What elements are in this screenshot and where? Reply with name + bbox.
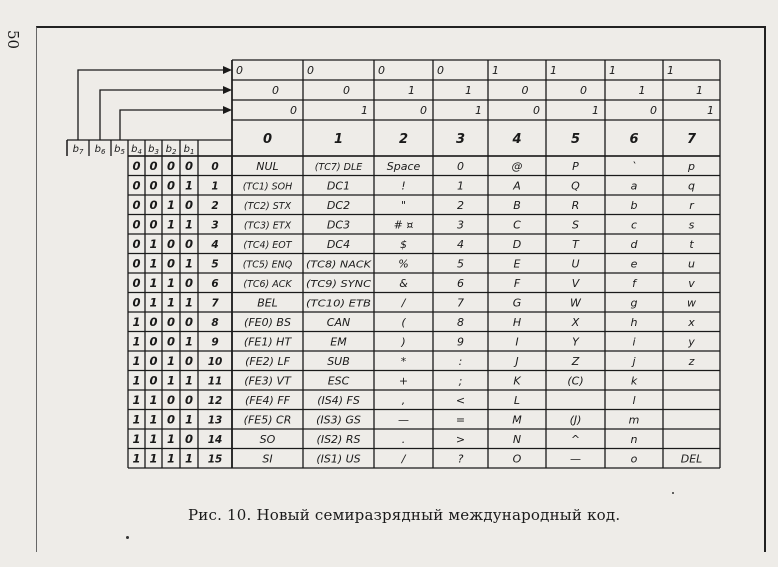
code-cell: w bbox=[687, 296, 696, 310]
code-cell: i bbox=[632, 335, 636, 349]
column-number: 3 bbox=[455, 132, 466, 147]
code-cell: z bbox=[688, 355, 695, 368]
code-cell: I bbox=[515, 335, 519, 349]
code-cell: h bbox=[630, 316, 638, 329]
row-bit-value: 0 bbox=[132, 237, 141, 251]
code-cell: (FE3) VT bbox=[244, 374, 291, 388]
code-cell: (TC9) SYNC bbox=[306, 279, 372, 290]
row-bit-value: 1 bbox=[184, 412, 194, 427]
row-number: 5 bbox=[211, 258, 219, 271]
code-cell: (TC1) SOH bbox=[242, 181, 293, 193]
bit-label: $b_6$ bbox=[94, 144, 106, 156]
row-bit-value: 0 bbox=[132, 178, 141, 193]
code-cell: s bbox=[688, 218, 695, 232]
code-cell: Z bbox=[571, 355, 580, 368]
code-cell: S bbox=[572, 218, 579, 232]
row-number: 15 bbox=[207, 453, 223, 466]
header-bit-value: 0 bbox=[290, 104, 297, 117]
row-number: 3 bbox=[211, 219, 219, 232]
header-bit-value: 1 bbox=[408, 84, 415, 97]
header-bit-value: 1 bbox=[361, 104, 368, 117]
row-bit-value: 0 bbox=[149, 178, 158, 193]
code-cell: 9 bbox=[457, 335, 464, 349]
column-numbers bbox=[263, 132, 697, 147]
bit-label: $b_1$ bbox=[183, 144, 195, 156]
code-cell: p bbox=[688, 160, 695, 173]
table-grid bbox=[67, 60, 720, 468]
row-bit-value: 0 bbox=[132, 276, 141, 290]
header-bit-value: 0 bbox=[521, 84, 529, 97]
bit-arrow bbox=[120, 110, 228, 140]
code-cell: ; bbox=[458, 374, 463, 388]
column-bit-headers bbox=[236, 64, 714, 117]
code-cell: D bbox=[512, 238, 522, 251]
code-cell: " bbox=[400, 199, 407, 212]
row-bit-value: 1 bbox=[184, 334, 194, 349]
code-cell: DC3 bbox=[326, 218, 351, 232]
code-cell: 3 bbox=[457, 218, 464, 232]
code-cell: W bbox=[570, 296, 581, 310]
code-cell: G bbox=[512, 296, 522, 310]
row-bit-value: 1 bbox=[149, 432, 158, 446]
column-number: 1 bbox=[333, 132, 344, 147]
bit-label: $b_3$ bbox=[148, 144, 159, 156]
code-cell: * bbox=[400, 355, 407, 368]
code-cell: — bbox=[398, 413, 409, 427]
code-cell: H bbox=[512, 316, 522, 329]
code-cell: B bbox=[513, 199, 521, 212]
code-cell: g bbox=[630, 296, 638, 310]
row-bit-value: 0 bbox=[184, 237, 194, 251]
row-bit-value: 0 bbox=[184, 276, 194, 290]
code-cell: (FE5) CR bbox=[243, 413, 292, 427]
row-bit-value: 1 bbox=[132, 432, 141, 446]
header-bit-value: 0 bbox=[272, 84, 279, 97]
code-cell: (IS1) US bbox=[316, 452, 361, 466]
code-cell: (IS4) FS bbox=[317, 394, 360, 407]
code-cell: (FE0) BS bbox=[244, 316, 291, 329]
code-cell: M bbox=[512, 413, 522, 427]
code-cell: 6 bbox=[457, 277, 464, 290]
row-bit-value: 1 bbox=[166, 373, 176, 388]
code-cell: % bbox=[398, 257, 409, 271]
code-cell: DEL bbox=[680, 452, 703, 466]
header-bit-value: 1 bbox=[550, 64, 557, 77]
code-cell: SO bbox=[259, 433, 276, 446]
bit-label: $b_2$ bbox=[165, 144, 177, 156]
code-cell: — bbox=[570, 452, 581, 466]
row-bit-value: 1 bbox=[132, 354, 141, 368]
code-cell: e bbox=[630, 257, 638, 271]
row-bit-value: 1 bbox=[149, 451, 158, 466]
row-bit-value: 1 bbox=[166, 432, 176, 446]
code-cell: SUB bbox=[327, 355, 350, 368]
code-cell: C bbox=[513, 218, 521, 232]
header-bit-value: 1 bbox=[475, 104, 482, 117]
code-cell: y bbox=[688, 335, 695, 349]
code-cell: 8 bbox=[457, 316, 464, 329]
arrow-head bbox=[223, 66, 232, 74]
header-bit-value: 1 bbox=[707, 104, 714, 117]
column-number: 0 bbox=[262, 132, 273, 147]
row-bit-value: 0 bbox=[166, 159, 176, 173]
bit-label: $b_5$ bbox=[114, 144, 125, 156]
row-bit-value: 0 bbox=[184, 198, 194, 212]
code-cell: (C) bbox=[567, 374, 584, 388]
code-cell: ( bbox=[401, 316, 406, 329]
code-cell: ) bbox=[401, 335, 406, 349]
code-cell: r bbox=[689, 199, 694, 212]
code-cell: (TC2) STX bbox=[243, 201, 292, 212]
code-cell: CAN bbox=[326, 316, 351, 329]
column-number: 6 bbox=[629, 132, 639, 147]
header-bit-value: 1 bbox=[667, 64, 674, 77]
row-number: 13 bbox=[207, 414, 223, 427]
row-bit-value: 1 bbox=[166, 451, 176, 466]
code-cell: c bbox=[630, 218, 638, 232]
code-cell: k bbox=[630, 374, 638, 388]
header-bit-value: 1 bbox=[638, 84, 646, 97]
row-bit-value: 1 bbox=[166, 198, 176, 212]
code-cell: + bbox=[398, 374, 409, 388]
row-bit-value: 1 bbox=[149, 412, 158, 427]
code-cell: o bbox=[630, 452, 638, 466]
row-bit-value: 0 bbox=[166, 237, 176, 251]
row-bit-value: 1 bbox=[184, 451, 194, 466]
row-number: 6 bbox=[211, 278, 219, 290]
row-bit-value: 1 bbox=[149, 295, 158, 310]
row-bit-value: 1 bbox=[166, 295, 176, 310]
row-number: 11 bbox=[207, 375, 223, 388]
arrow-head bbox=[223, 86, 232, 94]
row-bit-value: 0 bbox=[166, 178, 176, 193]
row-number: 1 bbox=[211, 180, 219, 193]
code-cell: U bbox=[571, 257, 580, 271]
code-cell: a bbox=[630, 179, 638, 193]
column-number: 5 bbox=[570, 132, 581, 147]
code-cell: Space bbox=[386, 160, 421, 173]
row-bit-value: 0 bbox=[149, 217, 158, 232]
header-bit-value: 0 bbox=[378, 64, 385, 77]
code-cell: (FE1) HT bbox=[243, 335, 292, 349]
header-bit-value: 1 bbox=[465, 84, 472, 97]
header-bit-value: 0 bbox=[580, 84, 587, 97]
code-cell: m bbox=[628, 413, 640, 427]
code-cell: (TC6) ACK bbox=[243, 279, 292, 290]
header-bit-value: 0 bbox=[437, 64, 444, 77]
bit-label: $b_4$ bbox=[131, 144, 142, 156]
code-cell: (TC4) EOT bbox=[243, 240, 292, 251]
code-cell: t bbox=[689, 238, 694, 251]
row-bit-value: 0 bbox=[166, 315, 176, 329]
print-speck bbox=[672, 492, 674, 494]
code-cell: / bbox=[401, 452, 406, 466]
code-cell: EM bbox=[330, 335, 347, 349]
row-bit-value: 1 bbox=[166, 354, 176, 368]
code-cell: J bbox=[515, 355, 519, 368]
row-bit-value: 1 bbox=[184, 178, 194, 193]
row-bit-value: 1 bbox=[149, 276, 158, 290]
code-cell: v bbox=[688, 277, 695, 290]
code-cell: < bbox=[455, 394, 466, 407]
code-cell: 0 bbox=[457, 160, 464, 173]
row-bit-value: 0 bbox=[149, 159, 158, 173]
code-cell: (FE2) LF bbox=[245, 355, 290, 368]
code-cell: L bbox=[513, 394, 521, 407]
code-cell: A bbox=[513, 179, 521, 193]
code-cell: j bbox=[632, 355, 636, 368]
row-bit-value: 0 bbox=[166, 412, 176, 427]
code-cell: (TC10) ETB bbox=[306, 298, 371, 310]
code-cell: . bbox=[401, 433, 406, 446]
row-bit-value: 0 bbox=[149, 315, 158, 329]
row-number: 4 bbox=[211, 239, 219, 251]
row-bit-value: 1 bbox=[149, 256, 158, 271]
code-cell: 2 bbox=[457, 199, 464, 212]
header-bit-value: 1 bbox=[592, 104, 599, 117]
code-cell: = bbox=[455, 413, 466, 427]
row-bit-value: 0 bbox=[132, 159, 141, 173]
header-bit-value: 1 bbox=[492, 64, 499, 77]
column-number: 4 bbox=[512, 132, 522, 147]
row-bit-value: 0 bbox=[166, 334, 176, 349]
code-cell: n bbox=[630, 433, 638, 446]
code-cell: : bbox=[458, 355, 463, 368]
row-bit-value: 1 bbox=[132, 412, 141, 427]
row-bit-value: 0 bbox=[184, 432, 194, 446]
row-bit-value: 1 bbox=[166, 217, 176, 232]
code-cell: T bbox=[572, 238, 579, 251]
code-cell: ? bbox=[457, 452, 464, 466]
code-cell: , bbox=[401, 394, 406, 407]
code-cell: (FE4) FF bbox=[244, 394, 291, 407]
code-cell: @ bbox=[511, 160, 523, 173]
code-cell: SI bbox=[262, 452, 273, 466]
code-cell: DC4 bbox=[326, 238, 351, 251]
code-cell: (TC7) DLE bbox=[314, 162, 363, 173]
code-cell: N bbox=[512, 433, 522, 446]
header-bit-value: 1 bbox=[609, 64, 616, 77]
code-cell: R bbox=[571, 199, 580, 212]
row-bit-value: 0 bbox=[132, 198, 141, 212]
code-cell: 1 bbox=[457, 179, 464, 193]
row-bit-value: 0 bbox=[184, 393, 194, 407]
bit-labels bbox=[73, 144, 195, 156]
code-cell: 4 bbox=[457, 238, 464, 251]
code-cell: l bbox=[632, 394, 636, 407]
row-bit-value: 0 bbox=[166, 393, 176, 407]
row-number: 14 bbox=[207, 434, 223, 446]
column-number: 2 bbox=[398, 132, 409, 147]
row-number: 9 bbox=[211, 336, 219, 349]
code-cell: DC1 bbox=[326, 179, 351, 193]
code-cell: (J) bbox=[569, 413, 582, 427]
row-bit-value: 1 bbox=[132, 451, 141, 466]
arrow-head bbox=[223, 106, 232, 114]
code-cell: BEL bbox=[257, 296, 278, 310]
row-bit-value: 1 bbox=[132, 315, 141, 329]
code-cell: Y bbox=[572, 335, 579, 349]
row-bit-value: 1 bbox=[166, 276, 176, 290]
code-cell: (TC5) ENQ bbox=[242, 259, 293, 271]
row-bit-value: 0 bbox=[149, 198, 158, 212]
row-bit-value: 0 bbox=[149, 334, 158, 349]
code-cell: P bbox=[572, 160, 579, 173]
code-cell: F bbox=[513, 277, 521, 290]
code-cell: (IS3) GS bbox=[316, 413, 361, 427]
row-bit-value: 1 bbox=[184, 373, 194, 388]
figure-caption: Рис. 10. Новый семиразрядный международный код. bbox=[188, 506, 621, 524]
code-cell: ESC bbox=[327, 374, 350, 388]
row-bit-value: 1 bbox=[132, 373, 141, 388]
row-bit-value: 0 bbox=[166, 256, 176, 271]
code-cell: X bbox=[571, 316, 580, 329]
code-cell: > bbox=[455, 433, 466, 446]
row-bit-value: 1 bbox=[149, 237, 158, 251]
row-bit-value: 0 bbox=[132, 256, 141, 271]
code-cell: u bbox=[688, 257, 695, 271]
row-bit-value: 0 bbox=[184, 315, 194, 329]
row-bit-value: 0 bbox=[149, 373, 158, 388]
code-cell: NUL bbox=[256, 160, 279, 173]
code-cell: q bbox=[688, 179, 695, 193]
row-number: 7 bbox=[211, 297, 219, 310]
code-cell: Q bbox=[571, 179, 580, 193]
code-cell: V bbox=[571, 277, 580, 290]
header-bit-value: 0 bbox=[307, 64, 314, 77]
code-cell: ` bbox=[631, 160, 637, 173]
code-cell: b bbox=[630, 199, 638, 212]
row-number: 8 bbox=[211, 317, 219, 329]
row-bit-value: 0 bbox=[184, 354, 194, 368]
row-number: 10 bbox=[207, 356, 223, 368]
code-cell: 5 bbox=[457, 257, 464, 271]
code-cell: f bbox=[632, 277, 636, 290]
row-bit-value: 1 bbox=[184, 217, 194, 232]
code-cell: ! bbox=[401, 179, 406, 193]
code-cell: 7 bbox=[457, 296, 464, 310]
bit-arrows bbox=[78, 66, 232, 140]
code-cell: (IS2) RS bbox=[316, 433, 361, 446]
column-number: 7 bbox=[686, 132, 697, 147]
row-number: 0 bbox=[211, 161, 219, 173]
code-cell: # ¤ bbox=[393, 218, 414, 232]
row-bit-value: 0 bbox=[132, 295, 141, 310]
header-bit-value: 0 bbox=[343, 84, 350, 97]
header-bit-value: 1 bbox=[696, 84, 703, 97]
bit-label: $b_7$ bbox=[72, 144, 84, 156]
code-cell: O bbox=[512, 452, 522, 466]
header-bit-value: 0 bbox=[236, 64, 243, 77]
code-cell: (TC8) NACK bbox=[306, 259, 372, 271]
row-bit-value: 0 bbox=[184, 159, 194, 173]
row-bit-value: 1 bbox=[132, 393, 141, 407]
row-bit-value: 0 bbox=[149, 354, 158, 368]
code-cell: E bbox=[513, 257, 521, 271]
row-bit-value: 1 bbox=[184, 295, 194, 310]
code-cell: x bbox=[688, 316, 695, 329]
header-bit-value: 0 bbox=[420, 104, 427, 117]
code-cell: & bbox=[399, 277, 408, 290]
code-cell: / bbox=[401, 296, 406, 310]
row-number: 2 bbox=[211, 200, 219, 212]
code-cell: $ bbox=[400, 238, 407, 251]
bit-arrow bbox=[100, 90, 228, 140]
code-cell: (TC3) ETX bbox=[243, 220, 292, 232]
header-bit-value: 0 bbox=[650, 104, 657, 117]
page-number: 50 bbox=[4, 30, 22, 50]
row-number: 12 bbox=[207, 395, 223, 407]
print-speck bbox=[126, 536, 129, 539]
code-cell: DC2 bbox=[326, 199, 351, 212]
row-bit-value: 1 bbox=[149, 393, 158, 407]
row-bit-value: 0 bbox=[132, 217, 141, 232]
code-cell: ^ bbox=[570, 433, 581, 446]
header-bit-value: 0 bbox=[533, 104, 540, 117]
code-cell: K bbox=[513, 374, 521, 388]
row-bit-value: 1 bbox=[132, 334, 141, 349]
code-cell: d bbox=[630, 238, 638, 251]
row-bit-value: 1 bbox=[184, 256, 194, 271]
